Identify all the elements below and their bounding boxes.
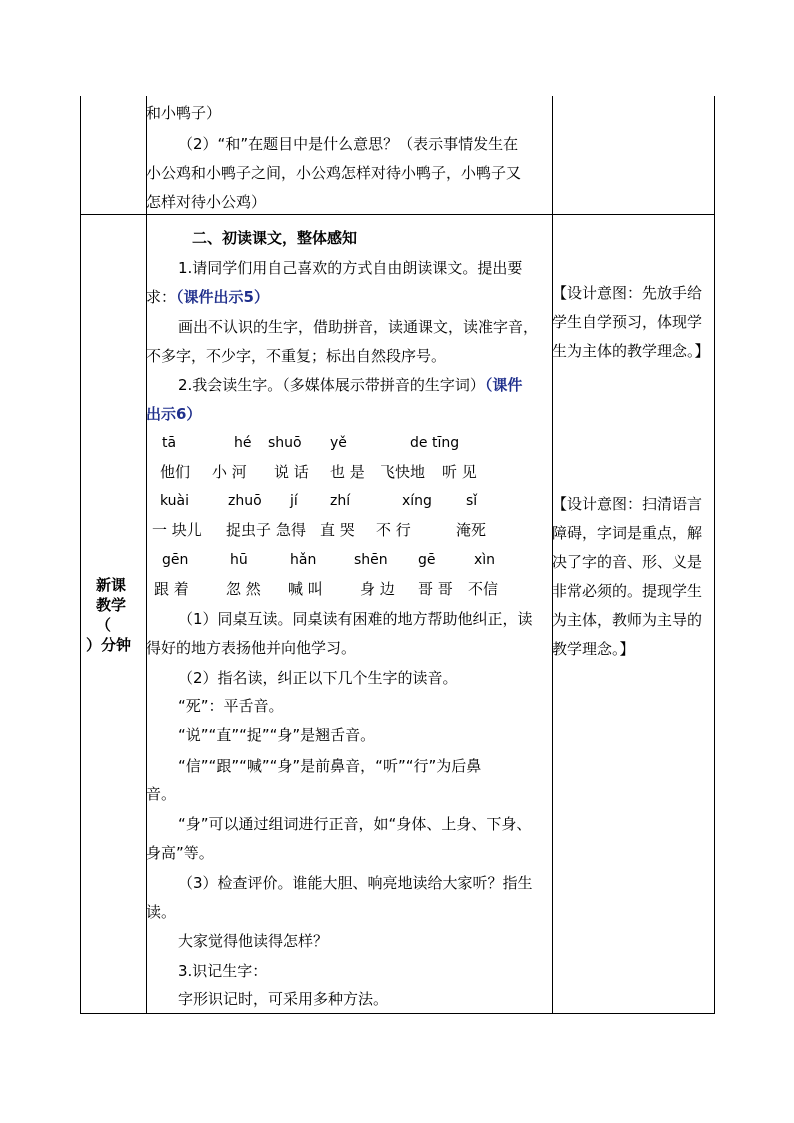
para-4a: （1）同桌互读。同桌读有困难的地方帮助他纠正，读 [178,610,533,628]
pinyin-1-1: tā [162,435,177,451]
table-right-border [714,96,715,1014]
pinyin-2-6: sǐ [466,493,478,509]
pinyin-3-3: hǎn [290,552,317,568]
pinyin-3-5: gē [418,552,436,568]
word-2-4: 直 哭 [320,521,355,539]
word-2-2: 捉虫子 [226,521,272,539]
para-3a-text: 2.我会读生字。（多媒体展示带拼音的生字词） [178,376,485,394]
para-2b: 不多字，不少字，不重复；标出自然段序号。 [146,347,447,365]
para-8b: 音。 [146,785,177,803]
courseware-ref-5: （课件出示5） [176,288,269,306]
pinyin-2-5: xíng [402,493,432,509]
top-line-4: 怎样对待小公鸡） [146,193,267,211]
design-note-2-line1: 【设计意图：扫清语言 [552,495,703,513]
word-3-4: 身 边 [360,580,395,598]
word-1-3: 说 话 [274,463,309,481]
word-1-1: 他们 [160,463,191,481]
word-2-1: 一 块儿 [152,521,202,539]
design-note-2-line2: 障碍，字词是重点，解 [552,524,703,542]
para-10a: （3）检查评价。谁能大胆、响亮地读给大家听？指生 [178,874,533,892]
pinyin-2-2: zhuō [228,493,262,509]
pinyin-3-1: gēn [162,552,189,568]
word-1-6: 听 见 [442,463,477,481]
para-1b [146,287,269,307]
word-2-6: 淹死 [456,521,487,539]
section-heading: 二、初读课文，整体感知 [192,229,358,247]
design-note-2-line6: 教学理念。】 [552,640,635,658]
word-2-5: 不 行 [376,521,411,539]
para-2a: 画出不认识的生字，借助拼音，读通课文，读准字音， [178,318,539,336]
para-9b: 身高”等。 [146,844,214,862]
para-10b: 读。 [146,903,177,921]
pinyin-2-3: jí [290,493,298,509]
para-1b-text: 求： [146,288,177,306]
pinyin-3-6: xìn [474,552,496,568]
para-3a [178,375,522,395]
row-label-line2: 教学 [96,596,127,614]
top-line-3: 小公鸡和小鸭子之间，小公鸡怎样对待小鸭子，小鸭子又 [146,164,522,182]
pinyin-2-1: kuài [160,493,190,509]
word-1-2: 小 河 [212,463,247,481]
top-line-1: 和小鸭子） [146,104,222,122]
para-7: “说”“直”“捉”“身”是翘舌音。 [178,726,376,744]
design-note-2-line3: 决了字的音、形、义是 [552,553,703,571]
row-label-line4: ）分钟 [86,636,132,654]
design-note-2-line4: 非常必须的。提现学生 [552,582,703,600]
word-1-4: 也 是 [330,463,365,481]
word-3-3: 喊 叫 [288,580,323,598]
word-3-6: 不信 [468,580,499,598]
design-note-1-line2: 学生自学预习，体现学 [552,313,703,331]
design-note-1-line1: 【设计意图：先放手给 [552,284,703,302]
para-5: （2）指名读，纠正以下几个生字的读音。 [178,669,458,687]
pinyin-1-2: hé [234,435,252,451]
para-6: “死”：平舌音。 [178,697,284,715]
table-left-border [80,96,81,1014]
word-3-1: 跟 着 [154,580,189,598]
table-row-divider [80,214,715,215]
pinyin-3-2: hū [230,552,248,568]
courseware-ref-6b: 出示6） [146,405,202,423]
table-col1-border [146,96,147,1014]
pinyin-1-3: shuō [268,435,302,451]
pinyin-3-4: shēn [354,552,388,568]
pinyin-2-4: zhí [330,493,351,509]
courseware-ref-6a: （课件 [484,376,523,394]
design-note-1-line3: 生为主体的教学理念。】 [552,342,710,360]
para-1a: 1.请同学们用自己喜欢的方式自由朗读课文。提出要 [178,259,523,277]
word-2-3: 急得 [276,521,307,539]
row-label-line1: 新课 [96,576,127,594]
top-line-2: （2）“和”在题目中是什么意思？（表示事情发生在 [178,135,519,153]
design-note-2-line5: 为主体，教师为主导的 [552,611,703,629]
para-13: 字形识记时，可采用多种方法。 [178,990,389,1008]
table-bottom-border [80,1013,715,1014]
pinyin-1-5: de tīng [410,435,460,451]
word-3-2: 忽 然 [226,580,261,598]
para-9a: “身”可以通过组词进行正音，如“身体、上身、下身、 [178,815,532,833]
para-4b: 得好的地方表扬他并向他学习。 [146,639,357,657]
word-1-5: 飞快地 [380,463,426,481]
para-11: 大家觉得他读得怎样？ [178,932,329,950]
pinyin-1-4: yě [330,435,347,451]
row-label-line3: （ [96,616,112,634]
para-12: 3.识记生字： [178,962,268,980]
word-3-5: 哥 哥 [418,580,453,598]
para-8a: “信”“跟”“喊”“身”是前鼻音，“听”“行”为后鼻 [178,757,482,775]
